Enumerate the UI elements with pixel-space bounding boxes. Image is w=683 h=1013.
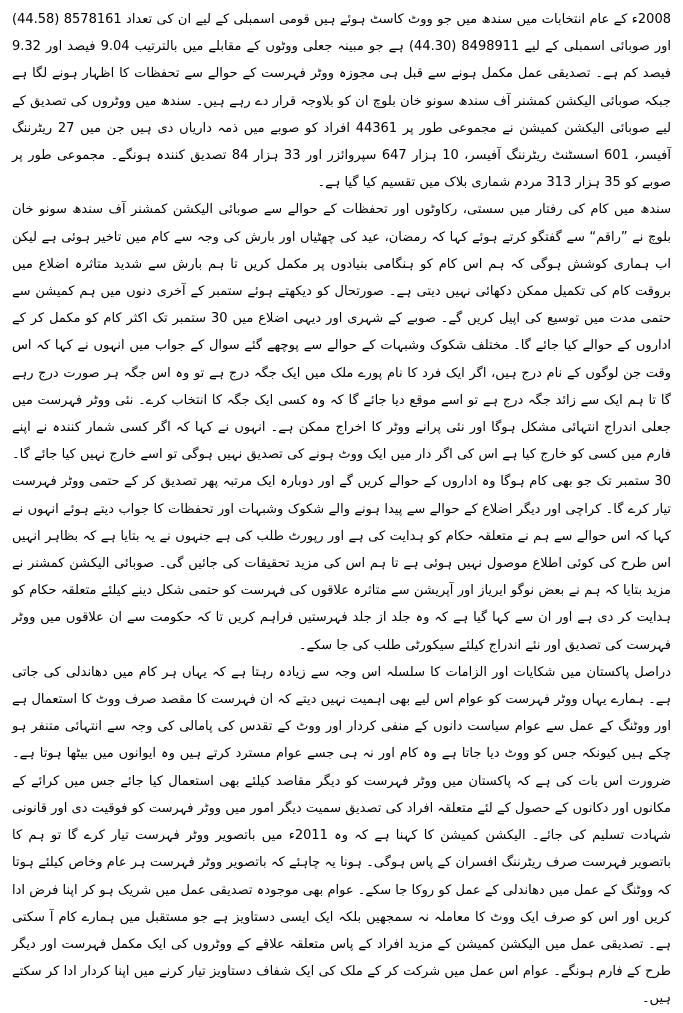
- article-paragraph-1: 2008ء کے عام انتخابات میں سندھ میں جو ووٹ کاسٹ ہوئے ہیں قومی اسمبلی کے لیے ان کی تعداد 8578161 (44.58) اور صوبائی اسمبلی کے لیے 8498911 (44.30) ہے جو مبینہ جعلی ووٹوں کے مقابلے میں بالترتیب 9.04 فیصد اور 9.32 فیصد کم ہے۔ تصدیقی عمل مکمل ہونے سے قبل ہی مجوزہ ووٹر فہرست کے حوالے سے تحفظات کا اظہار ہونے لگا ہے جبکہ صوبائی الیکشن کمشنر آف سندھ سونو خان بلوچ ان کو بلاوجہ قرار دے رہے ہیں۔ سندھ میں ووٹروں کی تصدیق کے لیے صوبائی الیکشن کمیشن نے مجموعی طور پر 44361 افراد کو صوبے میں ذمہ داریاں دی ہیں جن میں 27 ریٹرننگ آفیسر، 601 اسسٹنٹ ریٹرننگ آفیسر، 10 ہزار 647 سپروائزر اور 33 ہزار 84 تصدیق کنندہ ہونگے۔ مجموعی طور پر صوبے کو 35 ہزار 313 مردم شماری بلاک میں تقسیم کیا گیا ہے۔: [12, 12, 671, 191]
- article-paragraph-2: سندھ میں کام کی رفتار میں سستی، رکاوٹوں اور تحفظات کے حوالے سے صوبائی الیکشن کمشنر آف سندھ سونو خان بلوچ نے ”راقم“ سے گفتگو کرتے ہوئے کہا کہ رمضان، عید کی چھٹیاں اور بارش کی وجہ سے کام میں تاخیر ہوئی ہے لیکن اب ہماری کوشش ہوگی کہ ہم اس کام کو ہنگامی بنیادوں پر مکمل کریں تا ہم بارش سے شدید متاثرہ اضلاع میں بروقت کام کی تکمیل ممکن دکھائی نہیں دیتی ہے۔ صورتحال کو دیکھتے ہوئے ستمبر کے آخری دنوں میں ہم کمیشن سے حتمی مدت میں توسیع کی اپیل کریں گے۔ صوبے کے شہری اور دیہی اضلاع میں 30 ستمبر تک اکثر کام کو مکمل کر کے اداروں کے حوالے کیا جائے گا۔ مختلف شکوک وشبہات کے حوالے سے پوچھے گئے سوال کے جواب میں انہوں نے کہا کہ اس وقت جن لوگوں کے نام درج ہیں، اگر ایک فرد کا نام پورے ملک میں ایک جگہ درج ہے تو وہ اس جگہ ہر صورت درج رہے گا تا ہم ایک سے زائد جگہ درج ہے تو اسے موقع دیا جائے گا کہ وہ کسی ایک جگہ کا انتخاب کرے۔ نئی ووٹر فہرست میں جعلی اندراج انتہائی مشکل ہوگا اور نئی پرانے ووٹر کا اخراج ممکن ہے۔ انہوں نے کہا کہ اگر کسی شمار کنندہ نے اپنے فارم میں کسی کو خارج کیا ہے اس کی اگر دار میں ایک ووٹ ہونے کی تصدیق نہیں ہوگی تو اسے خارج نہیں کیا جائے گا۔ 30 ستمبر تک جو بھی کام ہوگا وہ اداروں کے حوالے کریں گے اور دوبارہ ایک مرتبہ پھر تصدیق کر کے حتمی ووٹر فہرست تیار کرے گا۔ کراچی اور دیگر اضلاع کے حوالے سے پیدا ہونے والے شکوک وشبہات اور تحفظات کا جواب دیتے ہوئے انہوں نے کہا کہ اس حوالے سے ہم نے متعلقہ حکام کو ہدایت کی ہے اور رپورٹ طلب کی ہے جنہوں نے یہ بتایا ہے کہ بظاہر انہیں اس طرح کی کوئی اطلاع موصول نہیں ہوئی ہے تا ہم اس کی مزید تحقیقات کی جائیں گی۔ صوبائی الیکشن کمشنر نے مزید بتایا کہ ہم نے بعض نوگو ایریاز اور آپریشن سے متاثرہ علاقوں کی فہرست کو حتمی شکل دینے کیلئے متعلقہ حکام کو ہدایت کر دی ہے اور ان سے کہا گیا ہے کہ وہ جلد از جلد فہرستیں فراہم کریں تا کہ حکومت سے ان علاقوں میں ووٹر فہرست کی تصدیق اور نئے اندراج کیلئے سیکورٹی طلب کی جا سکے۔: [12, 202, 671, 653]
- article-paragraph-3: دراصل پاکستان میں شکایات اور الزامات کا سلسلہ اس وجہ سے زیادہ رہتا ہے کہ یہاں ہر کام میں دھاندلی کی جاتی ہے۔ ہمارے یہاں ووٹر فہرست کو عوام اس لیے بھی اہمیت نہیں دیتے کہ ان فہرست کا مقصد صرف ووٹ کا استعمال ہے اور ووٹنگ کے عمل سے عوام سیاست دانوں کے منفی کردار اور ووٹ کے تقدس کی پامالی کی وجہ سے انتہائی متنفر ہو چکے ہیں کیونکہ جس کو ووٹ دیا جاتا ہے وہ کام اور نہ ہی جسے عوام مسترد کرتے ہیں وہ ایوانوں میں بیٹھا ہوتا ہے۔ ضرورت اس بات کی ہے کہ پاکستان میں ووٹر فہرست کو دیگر مقاصد کیلئے بھی استعمال کیا جائے جس میں کرائے کے مکانوں اور دکانوں کے حصول کے لئے متعلقہ افراد کی تصدیق سمیت دیگر امور میں ووٹر فہرست کو فوقیت دی اور قانونی شہادت تسلیم کی جائے۔ الیکشن کمیشن کا کہنا ہے کہ وہ 2011ء میں باتصویر ووٹر فہرست تیار کرے گا تو ہم کا باتصویر فہرست صرف ریٹرننگ افسران کے پاس ہوگی۔ ہونا یہ چاہئے کہ باتصویر ووٹر فہرست ہر عام وخاص کیلئے ہوتا کہ ووٹنگ کے عمل میں دھاندلی کے عمل کو روکا جا سکے۔ عوام بھی موجودہ تصدیقی عمل میں شریک ہو کر اپنا فرض ادا کریں اور اس کو صرف ایک ووٹ کا معاملہ نہ سمجھیں بلکہ ایک ایسی دستاویز ہے جو مستقبل میں ہمارے کام آ سکتی ہے۔ تصدیقی عمل میں الیکشن کمیشن کے مزید افراد کے پاس متعلقہ علاقے کے ووٹروں کی ایک مکمل فہرست اور دیگر طرح کے فارم ہونگے۔ عوام اس عمل میں شرکت کر کے ملک کی ایک شفاف دستاویز تیار کرنے میں اپنا کردار ادا کر سکتے ہیں۔: [12, 664, 671, 1007]
